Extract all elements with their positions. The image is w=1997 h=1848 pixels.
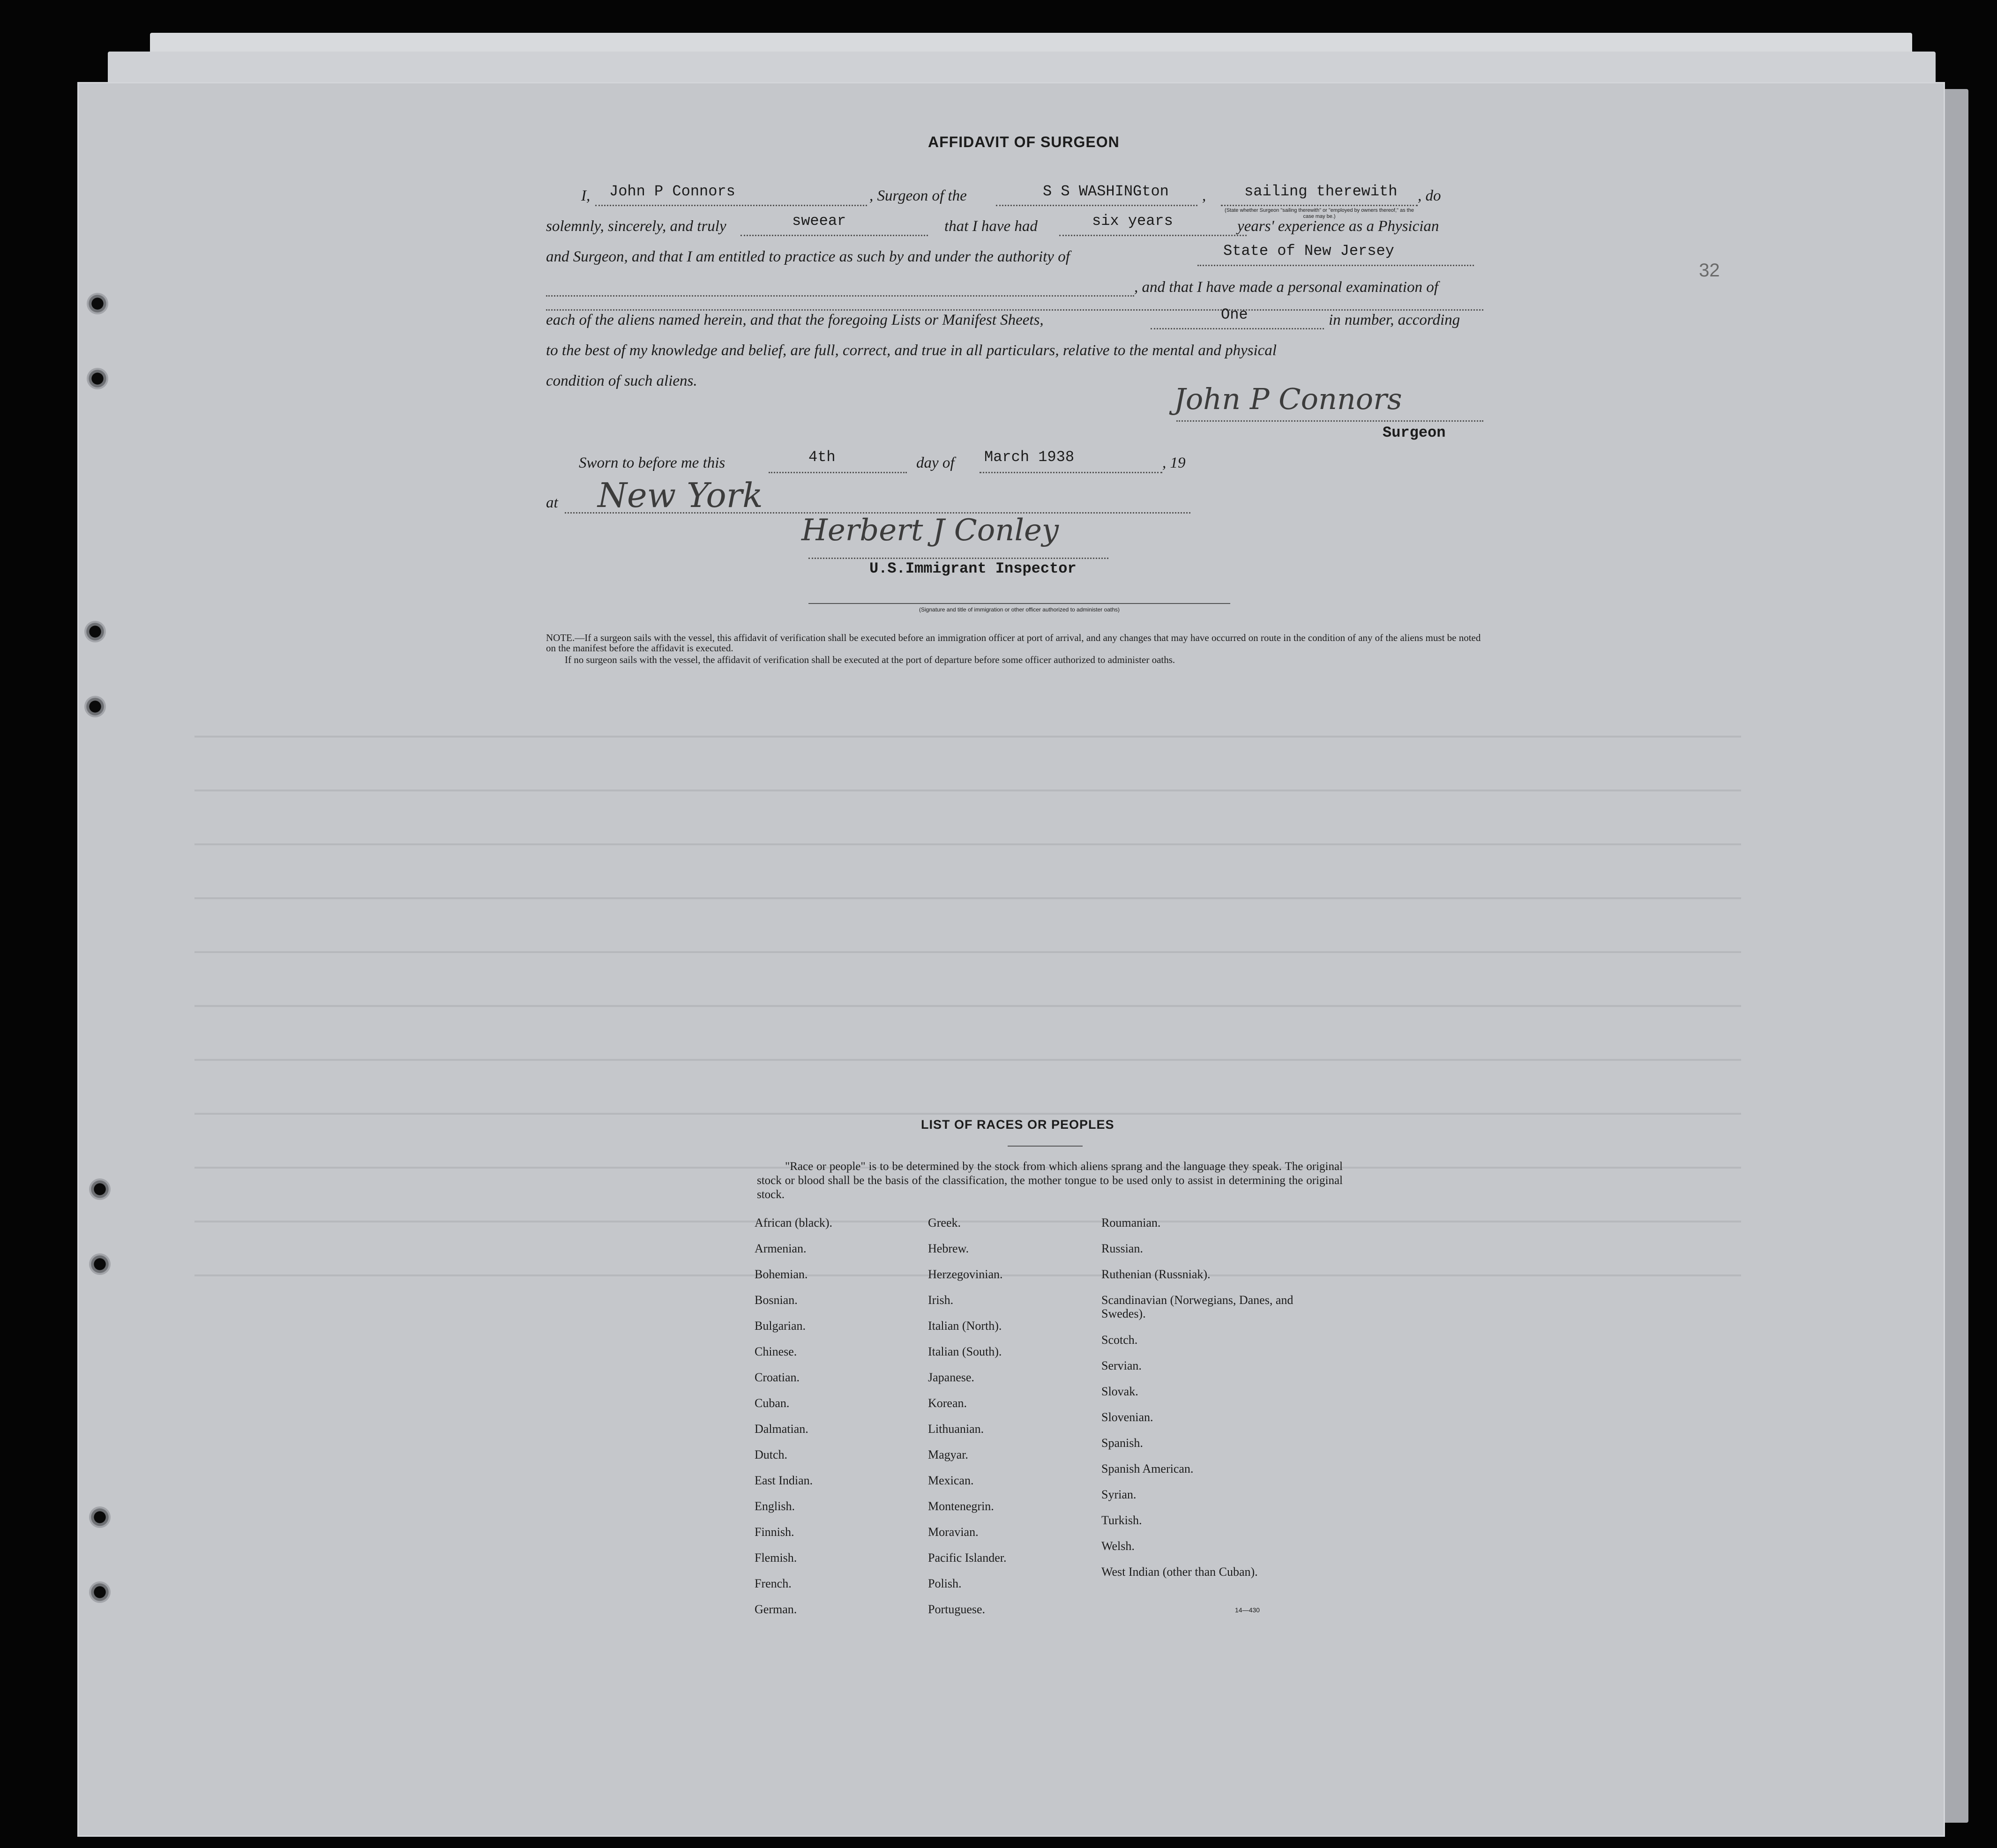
races-column-1	[755, 1216, 933, 1628]
form-number: 14—430	[1235, 1606, 1260, 1614]
authority-line	[1197, 265, 1474, 266]
binder-hole	[89, 1178, 111, 1200]
at-label: at	[546, 494, 558, 511]
that-had-text: that I have had	[944, 218, 1038, 235]
inspector-title: U.S.Immigrant Inspector	[869, 560, 1077, 577]
race-item: Spanish American.	[1101, 1462, 1194, 1475]
sworn-day-value: 4th	[808, 448, 836, 466]
race-item: Cuban.	[755, 1396, 790, 1410]
races-title-rule	[1008, 1146, 1083, 1147]
surgeon-signature-line	[1176, 420, 1483, 422]
note-1: NOTE.—If a surgeon sails with the vessel, this affidavit of verification shall be executed before an immigration officer at port of arrival, and any changes that may have occurred on route in the condition of any of the aliens must be noted on the manifest before the affidavit is executed.	[546, 632, 1481, 654]
race-item: West Indian (other than Cuban).	[1101, 1565, 1258, 1579]
race-item: Dalmatian.	[755, 1422, 808, 1436]
surgeon-label: Surgeon	[1383, 424, 1446, 441]
affidavit-title: AFFIDAVIT OF SURGEON	[928, 134, 1120, 150]
sheets-value: One	[1221, 306, 1248, 323]
officer-caption: (Signature and title of immigration or other officer authorized to administer oaths)	[919, 606, 1120, 613]
binder-hole	[89, 1253, 111, 1275]
binder-hole	[89, 1581, 111, 1603]
binder-hole	[87, 293, 108, 314]
binder-hole	[87, 368, 108, 389]
officer-line	[808, 603, 1230, 604]
solemnly-text: solemnly, sincerely, and truly	[546, 218, 726, 235]
place-signature: New York	[598, 476, 763, 515]
race-item: Slovak.	[1101, 1385, 1138, 1398]
best-of-text: to the best of my knowledge and belief, are full, correct, and true in all particulars, relative to the mental and physical	[546, 342, 1277, 359]
do-label: , do	[1418, 187, 1441, 204]
race-item: German.	[755, 1602, 797, 1616]
binder-hole	[84, 621, 106, 642]
races-title: LIST OF RACES OR PEOPLES	[921, 1118, 1114, 1132]
document-page	[77, 82, 1945, 1837]
race-item: Scotch.	[1101, 1333, 1138, 1347]
race-item: Bulgarian.	[755, 1319, 806, 1333]
oath-line	[740, 235, 928, 236]
race-item: Turkish.	[1101, 1513, 1142, 1527]
each-of-text: each of the aliens named herein, and that the foregoing Lists or Manifest Sheets,	[546, 312, 1044, 328]
surgeon-of-label: , Surgeon of the	[869, 187, 967, 204]
races-intro: "Race or people" is to be determined by the stock from which aliens sprang and the language they speak. The original stock or blood shall be the basis of the classification, the mother tongue to be used only to assist in determining the original stock.	[757, 1160, 1343, 1201]
race-item: Flemish.	[755, 1551, 797, 1565]
race-item: Roumanian.	[1101, 1216, 1161, 1230]
race-item: French.	[755, 1577, 792, 1590]
race-item: Herzegovinian.	[928, 1267, 1003, 1281]
race-item: Dutch.	[755, 1448, 788, 1461]
race-item: Korean.	[928, 1396, 967, 1410]
sworn-day-line	[769, 472, 907, 473]
and-surgeon-text: and Surgeon, and that I am entitled to practice as such by and under the authority of	[546, 248, 1070, 265]
race-item: Armenian.	[755, 1242, 807, 1255]
race-item: Portuguese.	[928, 1602, 986, 1616]
sworn-month-value: March 1938	[984, 448, 1075, 466]
note-2: If no surgeon sails with the vessel, the affidavit of verification shall be executed at the port of departure before some officer authorized to administer oaths.	[565, 654, 1175, 665]
authority-line-3	[546, 309, 1483, 311]
authority-value: State of New Jersey	[1223, 242, 1394, 260]
race-item: Mexican.	[928, 1474, 974, 1487]
surgeon-signature: John P Connors	[1174, 382, 1402, 416]
race-item: African (black).	[755, 1216, 833, 1230]
race-item: Ruthenian (Russniak).	[1101, 1267, 1211, 1281]
sailing-line	[1221, 205, 1418, 206]
binder-hole	[84, 696, 106, 717]
race-item: Welsh.	[1101, 1539, 1135, 1553]
surgeon-name-value: John P Connors	[609, 183, 735, 200]
race-item: Montenegrin.	[928, 1499, 994, 1513]
comma: ,	[1202, 187, 1206, 204]
race-item: Polish.	[928, 1577, 962, 1590]
in-number-text: in number, according	[1329, 312, 1460, 328]
race-item: Irish.	[928, 1293, 954, 1307]
sheets-line	[1151, 328, 1324, 329]
race-item: Lithuanian.	[928, 1422, 984, 1436]
sailing-value: sailing therewith	[1244, 183, 1398, 200]
race-item: Greek.	[928, 1216, 961, 1230]
experience-text: years' experience as a Physician	[1237, 218, 1439, 235]
race-item: Finnish.	[755, 1525, 794, 1539]
race-item: Servian.	[1101, 1359, 1142, 1372]
sworn-text: Sworn to before me this	[579, 455, 726, 471]
race-item: Slovenian.	[1101, 1410, 1153, 1424]
race-item: Russian.	[1101, 1242, 1143, 1255]
race-item: Hebrew.	[928, 1242, 969, 1255]
race-item: Spanish.	[1101, 1436, 1143, 1450]
race-item: Pacific Islander.	[928, 1551, 1007, 1565]
race-item: Bohemian.	[755, 1267, 808, 1281]
race-item: Scandinavian (Norwegians, Danes, and Swedes).	[1101, 1293, 1294, 1320]
oath-value: sweear	[792, 212, 846, 230]
authority-line-2	[546, 295, 1134, 297]
sworn-month-line	[980, 472, 1162, 473]
race-item: Syrian.	[1101, 1488, 1137, 1501]
race-item: Moravian.	[928, 1525, 979, 1539]
years-line	[1059, 235, 1247, 236]
race-item: English.	[755, 1499, 795, 1513]
ship-line	[996, 205, 1197, 206]
personal-exam-text: , and that I have made a personal examination of	[1134, 279, 1438, 296]
day-of-text: day of	[916, 455, 955, 471]
race-item: Japanese.	[928, 1371, 974, 1384]
inspector-signature-line	[808, 558, 1108, 559]
race-item: Magyar.	[928, 1448, 968, 1461]
race-item: Italian (North).	[928, 1319, 1002, 1333]
state-note: (State whether Surgeon "sailing therewith" or "employed by owners thereof," as the case may be.)	[1225, 208, 1414, 219]
races-column-2	[928, 1216, 1106, 1628]
inspector-signature: Herbert J Conley	[801, 513, 1059, 548]
race-item: East Indian.	[755, 1474, 813, 1487]
page-number: 32	[1699, 260, 1720, 281]
i-label: I,	[581, 187, 591, 204]
years-value: six years	[1092, 212, 1173, 230]
nineteen-text: , 19	[1162, 455, 1186, 471]
condition-text: condition of such aliens.	[546, 373, 697, 389]
races-column-3	[1101, 1216, 1298, 1605]
race-item: Croatian.	[755, 1371, 800, 1384]
surgeon-name-line	[595, 205, 867, 206]
race-item: Chinese.	[755, 1345, 797, 1358]
race-item: Italian (South).	[928, 1345, 1002, 1358]
bleed-through-marks	[194, 691, 1741, 1300]
ship-value: S S WASHINGton	[1043, 183, 1169, 200]
race-item: Bosnian.	[755, 1293, 798, 1307]
binder-hole	[89, 1506, 111, 1528]
